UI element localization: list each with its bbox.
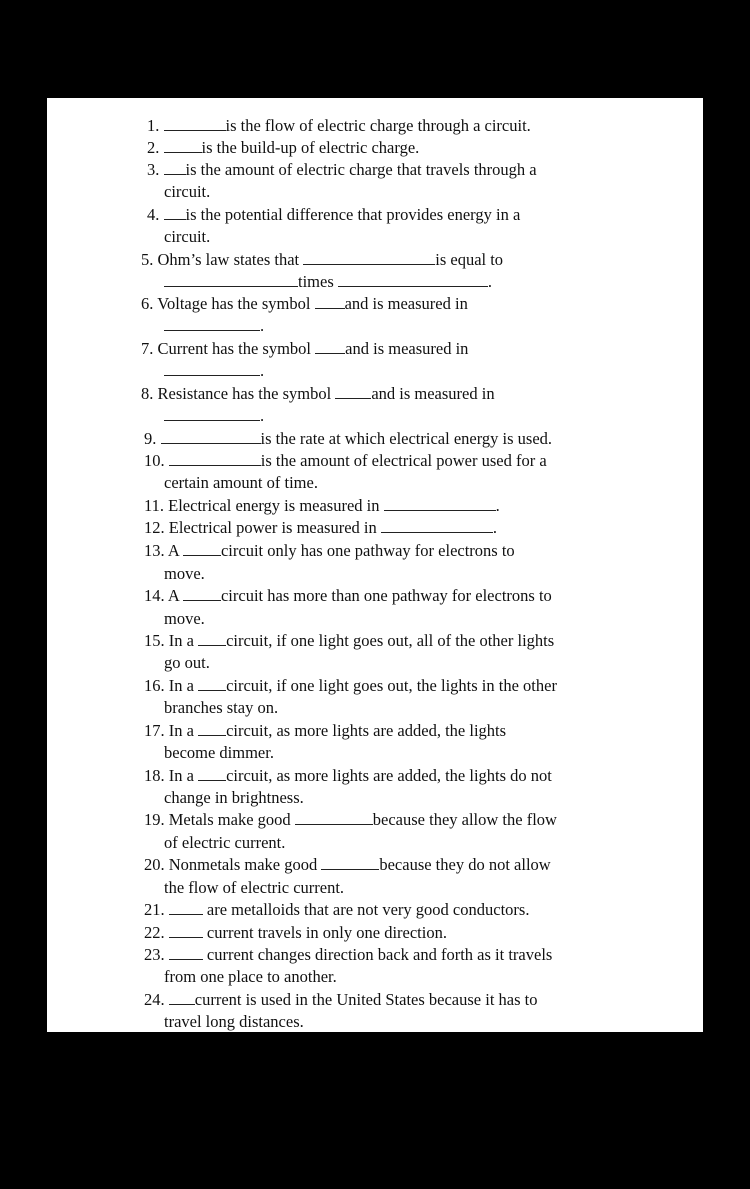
question-9 bbox=[144, 429, 552, 449]
answer-blank[interactable] bbox=[321, 855, 379, 870]
item-number: 6. Voltage has the symbol bbox=[141, 294, 311, 313]
question-4 bbox=[147, 205, 520, 225]
item-text: is the build-up of electric charge. bbox=[201, 138, 420, 157]
item-text: is the potential difference that provides energy in a bbox=[185, 205, 521, 224]
answer-blank[interactable] bbox=[198, 721, 226, 736]
answer-blank[interactable] bbox=[164, 361, 260, 376]
answer-blank[interactable] bbox=[169, 945, 203, 960]
answer-blank[interactable] bbox=[164, 116, 226, 131]
item-number: 9. bbox=[144, 429, 157, 448]
question-16-continued: branches stay on. bbox=[164, 698, 279, 717]
question-3-continued: circuit. bbox=[164, 182, 211, 201]
item-text: circuit, as more lights are added, the lights do not bbox=[226, 766, 552, 785]
question-21 bbox=[144, 900, 529, 920]
question-1 bbox=[147, 116, 531, 136]
question-22 bbox=[144, 923, 447, 943]
question-24-continued: travel long distances. bbox=[164, 1012, 304, 1031]
item-number: 19. Metals make good bbox=[144, 810, 291, 829]
question-23-continued: from one place to another. bbox=[164, 967, 337, 986]
item-text: circuit only has one pathway for electrons to bbox=[220, 541, 515, 560]
question-17-continued: become dimmer. bbox=[164, 743, 274, 762]
answer-blank[interactable] bbox=[315, 339, 345, 354]
item-text: because they allow the flow bbox=[372, 810, 557, 829]
item-text: is the flow of electric charge through a circuit. bbox=[225, 116, 531, 135]
question-16 bbox=[144, 676, 557, 696]
item-number: 3. bbox=[147, 160, 160, 179]
question-14 bbox=[144, 586, 552, 606]
question-24 bbox=[144, 990, 538, 1010]
item-number: 4. bbox=[147, 205, 160, 224]
item-text: because they do not allow bbox=[379, 855, 551, 874]
question-7 bbox=[141, 339, 468, 359]
item-number: 2. bbox=[147, 138, 160, 157]
question-18 bbox=[144, 766, 552, 786]
item-number: 24. bbox=[144, 990, 165, 1009]
question-5-continued bbox=[164, 272, 492, 292]
question-13 bbox=[144, 541, 515, 561]
question-12 bbox=[144, 518, 497, 538]
answer-blank[interactable] bbox=[183, 586, 221, 601]
question-19 bbox=[144, 810, 557, 830]
item-text: . bbox=[495, 496, 500, 515]
answer-blank[interactable] bbox=[183, 541, 221, 556]
question-10 bbox=[144, 451, 547, 471]
question-15 bbox=[144, 631, 554, 651]
item-number: 14. A bbox=[144, 586, 179, 605]
item-text: and is measured in bbox=[344, 294, 468, 313]
answer-blank[interactable] bbox=[381, 518, 493, 533]
item-text: is the amount of electrical power used for a bbox=[260, 451, 547, 470]
answer-blank[interactable] bbox=[315, 294, 345, 309]
item-text: and is measured in bbox=[371, 384, 495, 403]
question-8-continued bbox=[164, 406, 264, 426]
item-number: 11. Electrical energy is measured in bbox=[144, 496, 380, 515]
item-text: . bbox=[487, 272, 492, 291]
item-text: is equal to bbox=[435, 250, 504, 269]
item-number: 21. bbox=[144, 900, 165, 919]
item-number: 13. A bbox=[144, 541, 179, 560]
item-number: 15. In a bbox=[144, 631, 194, 650]
answer-blank[interactable] bbox=[164, 272, 298, 287]
question-8 bbox=[141, 384, 495, 404]
item-number: 5. Ohm’s law states that bbox=[141, 250, 300, 269]
item-number: 16. In a bbox=[144, 676, 194, 695]
answer-blank[interactable] bbox=[303, 250, 435, 265]
question-4-continued: circuit. bbox=[164, 227, 211, 246]
item-text: . bbox=[260, 316, 265, 335]
answer-blank[interactable] bbox=[338, 272, 488, 287]
question-11 bbox=[144, 496, 500, 516]
question-18-continued: change in brightness. bbox=[164, 788, 304, 807]
question-23 bbox=[144, 945, 552, 965]
answer-blank[interactable] bbox=[164, 406, 260, 421]
answer-blank[interactable] bbox=[164, 138, 202, 153]
item-text: circuit has more than one pathway for electrons to bbox=[220, 586, 552, 605]
item-text: is the rate at which electrical energy is used. bbox=[260, 429, 553, 448]
item-number: 18. In a bbox=[144, 766, 194, 785]
item-text: and is measured in bbox=[345, 339, 469, 358]
item-text: . bbox=[260, 361, 265, 380]
question-6 bbox=[141, 294, 468, 314]
answer-blank[interactable] bbox=[164, 205, 186, 220]
item-number: 20. Nonmetals make good bbox=[144, 855, 318, 874]
answer-blank[interactable] bbox=[169, 451, 261, 466]
answer-blank[interactable] bbox=[335, 384, 371, 399]
item-text: are metalloids that are not very good conductors. bbox=[206, 900, 530, 919]
question-7-continued bbox=[164, 361, 264, 381]
item-number: 22. bbox=[144, 923, 165, 942]
item-number: 17. In a bbox=[144, 721, 194, 740]
item-number: 23. bbox=[144, 945, 165, 964]
item-text: circuit, if one light goes out, the lights in the other bbox=[226, 676, 557, 695]
item-text: . bbox=[260, 406, 265, 425]
answer-blank[interactable] bbox=[169, 900, 203, 915]
item-text: current travels in only one direction. bbox=[206, 923, 447, 942]
item-number: 1. bbox=[147, 116, 160, 135]
question-10-continued: certain amount of time. bbox=[164, 473, 318, 492]
question-13-continued: move. bbox=[164, 564, 205, 583]
question-6-continued bbox=[164, 316, 264, 336]
answer-blank[interactable] bbox=[164, 160, 186, 175]
item-text: circuit, if one light goes out, all of the other lights bbox=[226, 631, 555, 650]
item-text: current changes direction back and forth as it travels bbox=[206, 945, 553, 964]
answer-blank[interactable] bbox=[198, 766, 226, 781]
question-19-continued: of electric current. bbox=[164, 833, 286, 852]
answer-blank[interactable] bbox=[295, 810, 373, 825]
item-number: 12. Electrical power is measured in bbox=[144, 518, 377, 537]
worksheet-page bbox=[47, 98, 703, 1032]
item-number: 7. Current has the symbol bbox=[141, 339, 312, 358]
answer-blank[interactable] bbox=[169, 990, 195, 1005]
question-20-continued: the flow of electric current. bbox=[164, 878, 345, 897]
answer-blank[interactable] bbox=[164, 316, 260, 331]
question-14-continued: move. bbox=[164, 609, 205, 628]
item-text: times bbox=[298, 272, 334, 291]
answer-blank[interactable] bbox=[384, 496, 496, 511]
answer-blank[interactable] bbox=[161, 429, 261, 444]
question-5 bbox=[141, 250, 503, 270]
item-text: circuit, as more lights are added, the lights bbox=[226, 721, 507, 740]
question-15-continued: go out. bbox=[164, 653, 210, 672]
question-2 bbox=[147, 138, 419, 158]
answer-blank[interactable] bbox=[198, 676, 226, 691]
item-number: 8. Resistance has the symbol bbox=[141, 384, 332, 403]
answer-blank[interactable] bbox=[169, 923, 203, 938]
item-text: . bbox=[492, 518, 497, 537]
item-number: 10. bbox=[144, 451, 165, 470]
question-20 bbox=[144, 855, 551, 875]
question-17 bbox=[144, 721, 506, 741]
item-text: current is used in the United States because it has to bbox=[194, 990, 538, 1009]
question-3 bbox=[147, 160, 537, 180]
item-text: is the amount of electric charge that travels through a bbox=[185, 160, 537, 179]
answer-blank[interactable] bbox=[198, 631, 226, 646]
